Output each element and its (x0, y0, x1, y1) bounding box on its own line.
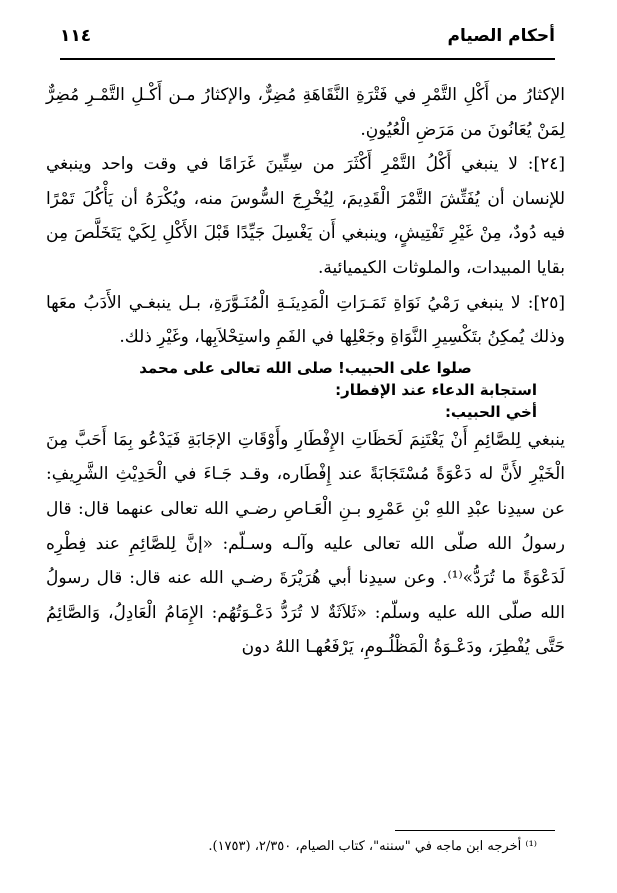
paragraph-dates-health: الإكثارُ من أَكْلِ التَّمْرِ في فَتْرَةِ النَّقَاهَةِ مُضِرٌّ، والإكثارُ مـن أَكْـلِ التَّمْـرِ مُضِرٌّ لِمَنْ يُعَانُونَ من مَرَضِ الْعُيُونِ. (46, 85, 565, 140)
paragraph-dua-iftar: ينبغي لِلصَّائِمِ أَنْ يَغْتَنِمَ لَحَظَاتِ الإِفْطَارِ وأَوْقَاتِ الإجَابَةِ فَيَدْعُو بِمَا أَحَبَّ مِنَ الْخَيْرِ لأَنَّ له دَعْوَةً مُسْتَجَابَةً عند إِفْطَاره، وقـد جَـاءَ في الْحَدِيْثِ الشَّرِيفِ: عن سيدِنا عبْدِ اللهِ بْنِ عَمْرِو بـنِ الْعَـاصِ رضـي الله تعالى عنهما قال: قال رسولُ الله صلّى الله تعالى عليه وآلـه وسـلّم: «إنَّ لِلصَّائِمِ عند فِطْرِه لَدَعْوَةً ما تُرَدُّ»⁽¹⁾. وعن سيدِنا أبي هُرَيْرَةَ رضـي الله عنه قال: قال رسولُ الله صلّى الله عليه وسلّم: «ثَلاَثَةٌ لا تُرَدُّ دَعْـوَتُهُم: الإِمَامُ الْعَادِلُ، وَالصَّائِمُ حَتَّى يُفْطِرَ، ودَعْـوَةُ الْمَظْلُـومِ، يَرْفَعُهـا اللهُ دون (46, 429, 565, 658)
header-divider (60, 58, 555, 60)
section-heading-dua: استجابة الدعاء عند الإفطار: (335, 380, 537, 399)
footnote: ⁽¹⁾ أخرجه ابن ماجه في "سننه"، كتاب الصيام، ٢/٣٥٠، (١٧٥٣). (208, 839, 537, 854)
paragraph-25: [٢٥]: لا ينبغي رَمْيُ نَوَاةِ تَمَـرَاتِ الْمَدِينَـةِ الْمُنَـوَّرَةِ، بـل ينبغـي الأَدَبُ معَها وذلك يُمكِنُ بتَكْسِيرِ النَّوَاةِ وجَعْلِها في الفَمِ واستِحْلاَبِها، وغَيْرِ ذلك. (46, 292, 565, 348)
section-heading-brother: أخي الحبيب: (444, 402, 537, 421)
page-body (46, 78, 565, 665)
page-header (60, 26, 555, 52)
salawat-banner: صلوا على الحبيب! صلى الله تعالى على محمد (139, 358, 472, 377)
running-title: أحكام الصيام (447, 26, 555, 46)
footnote-divider (395, 830, 555, 831)
page-number: ١١٤ (60, 26, 92, 46)
paragraph-24: [٢٤]: لا ينبغي أَكْلُ التَّمْرِ أَكْثَرَ من سِتِّينَ غَرَامًا في وقت واحد وينبغي للإنسان أن يُفَتِّشَ التَّمْرَ الْقَدِيمَ، لِيُخْرِجَ السُّوسَ منه، ويُكْرَهُ أن يَأْكُلَ تَمْرًا فيه دُودٌ، مِنْ غَيْرِ تَفْتِيشٍ، وينبغي أَن يَغْسِلَ جَيِّدًا قَبْلَ الأَكْلِ لِكَيْ يَتَخَلَّصَ مِن بقايا المبيدات، والملوثات الكيميائية. (46, 154, 565, 278)
